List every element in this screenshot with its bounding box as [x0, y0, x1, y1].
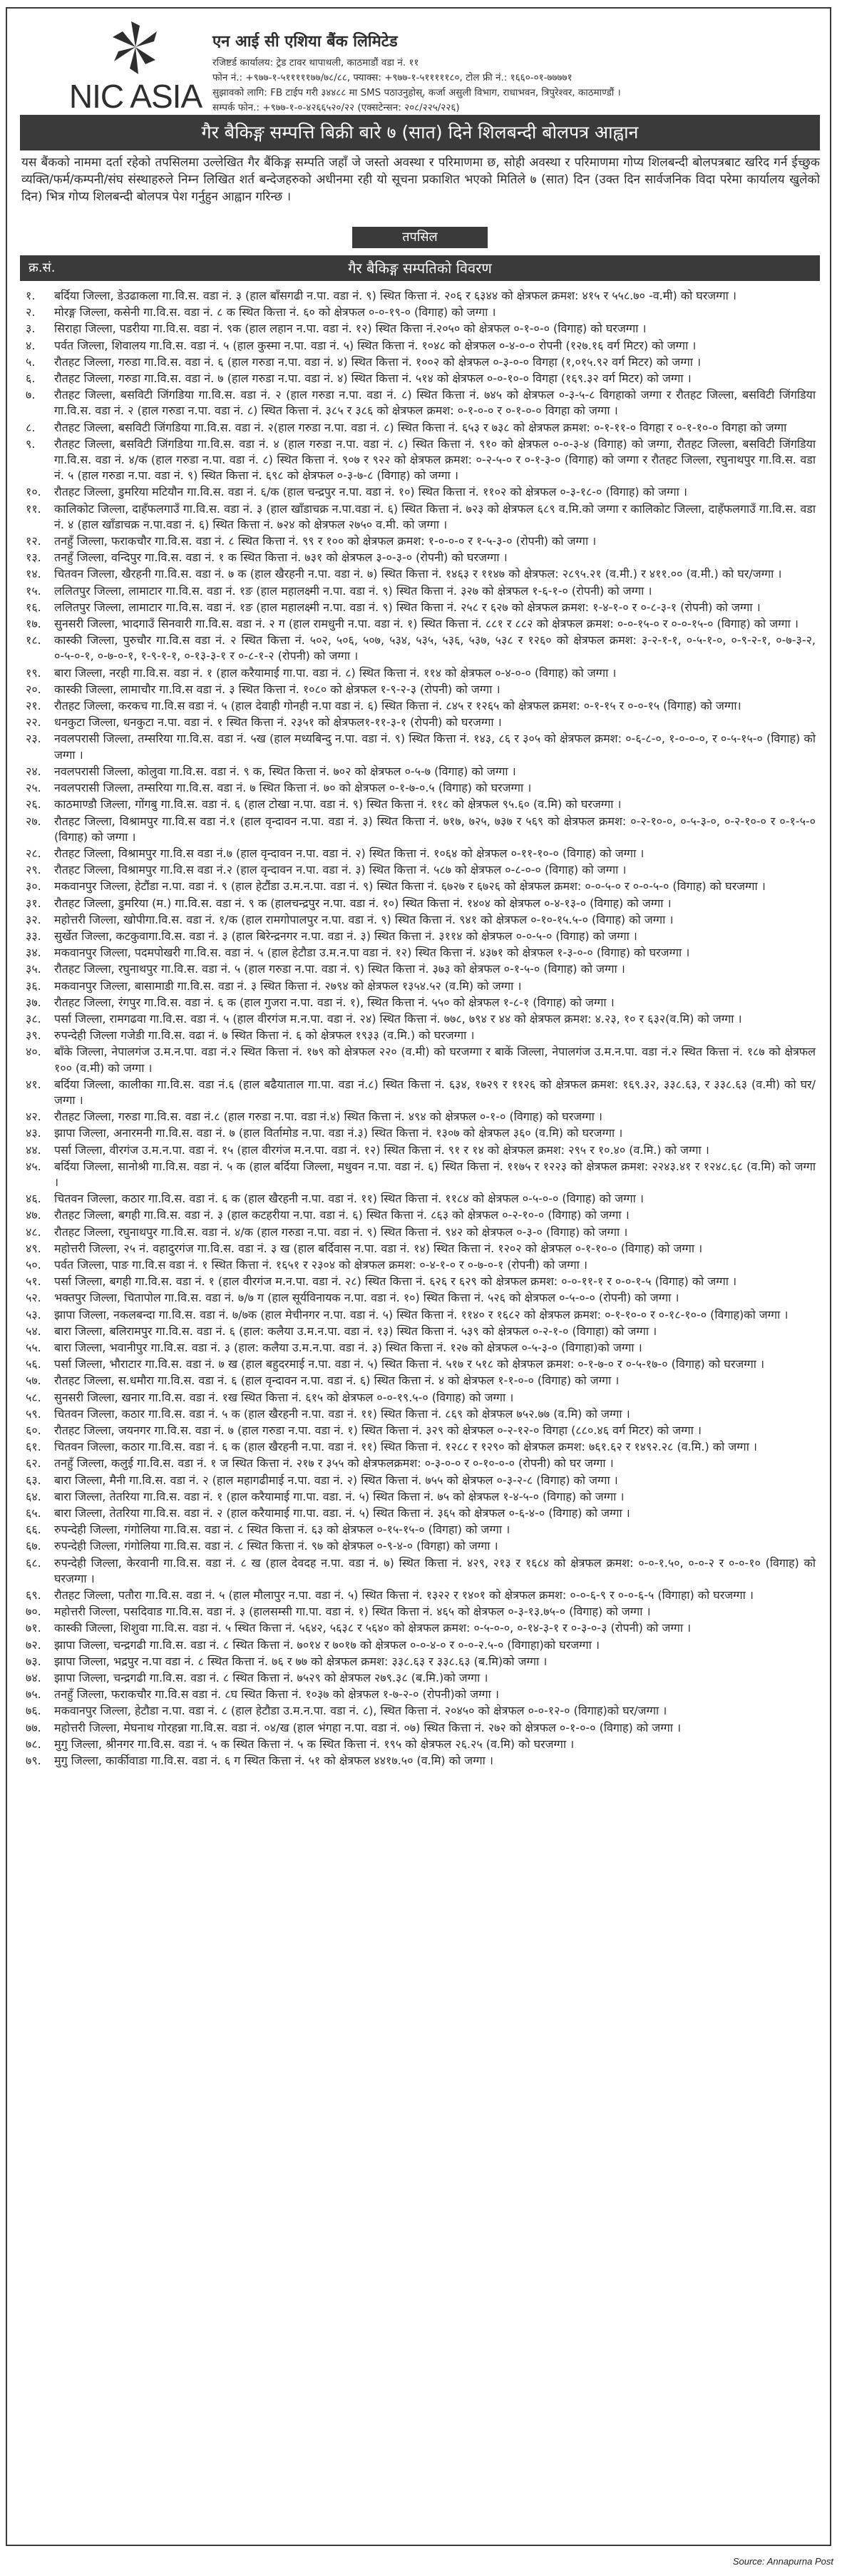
row-serial-number: ५७. [26, 1374, 41, 1388]
table-row [20, 616, 820, 632]
row-serial-number: ३७. [26, 995, 41, 1009]
row-serial-number: १३. [26, 551, 41, 565]
row-serial-number: ३४. [26, 946, 41, 960]
row-property-description: महोत्तरी जिल्ला, मेघनाथ गोरहन्ना गा.वि.स. वडा नं. ०४/ख (हाल भंगहा न.पा. वडा नं. ०७) स्थित कित्ता नं. २७२ को क्षेत्रफल ०-१-०-० (विगाह) को जग्गा । [54, 1720, 682, 1734]
row-serial-number: १७. [26, 617, 41, 631]
table-row [20, 583, 820, 599]
table-row [20, 1687, 820, 1702]
row-serial-number: ५४. [26, 1324, 41, 1338]
row-serial-number: ७५. [26, 1687, 41, 1702]
row-serial-number: २८. [26, 846, 41, 860]
row-serial-number: ५१. [26, 1274, 41, 1289]
row-serial-number: ५६. [26, 1357, 41, 1371]
row-serial-number: ५५. [26, 1341, 41, 1354]
row-property-description: रौतहट जिल्ला, विश्रामपुर गा.वि.स वडा नं.१ (हाल वृन्दावन न.पा. वडा नं. ३) स्थित कित्ता नं. ७१७, ७२५, ७३७ र ५६९ को क्षेत्रफल क्रमश: ०-२-१०-०, ०-५-३-०, ०-२-१०-० र ०-१-५-० (विगाह) को जग्गा । [54, 814, 816, 844]
table-row [20, 1011, 820, 1027]
suggestion-line: सुझावको लागि: FB टाईप गरी ३४४८८ मा SMS पठाउनुहोस्, कर्जा असुली विभाग, राधाभवन, त्रिपुरेश्वर, काठमाण्डौं । [212, 87, 621, 98]
row-property-description: मोरङ्ग जिल्ला, कसेनी गा.वि.स. वडा नं. ८ क स्थित कित्ता नं. ६० को क्षेत्रफल ०-०-१९-० (विगाह) को जग्गा । [54, 305, 496, 320]
row-property-description: तनहुँ जिल्ला, फराकचौर गा.वि.स. वडा नं. ८ स्थित कित्ता नं. ९९ र १०० को क्षेत्रफल क्रमश: १-०-०-० र १-५-३-० (रोपनी) को जग्गा । [54, 534, 597, 548]
row-serial-number: ३३. [26, 929, 41, 943]
row-property-description: रुपन्देही जिल्ला, गंगोलिया गा.वि.स. वडा नं. ८ स्थित कित्ता नं. ६३ को क्षेत्रफल ०-१५-१५-० (विगहा) को जग्गा । [54, 1523, 510, 1537]
row-property-description: ललितपुर जिल्ला, लामाटार गा.वि.स. वडा नं. १ङ (हाल महालक्ष्मी न.पा. वडा नं. ९) स्थित कित्ता नं. ३२७ को क्षेत्रफल १-६-१-० (रोपनी) को जग्गा । [54, 583, 652, 598]
table-row [20, 1604, 820, 1620]
row-property-description: मुगु जिल्ला, श्रीनगर गा.वि.स. वडा नं. ५ क स्थित कित्ता नं. ५ क स्थित कित्ता नं. १९५ को क्षेत्रफल २६.२५ (व.मि) को घरजग्गा । [54, 1737, 575, 1751]
table-row [20, 1143, 820, 1158]
notice-intro: यस बैंकको नाममा दर्ता रहेको तपसिलमा उल्लेखित गैर बैंकिङ्ग सम्पति जहाँ जे जस्तो अवस्था र परिमाणमा छ, सोही अवस्था र परिमाणमा गोप्य शिलबन्दी बोलपत्रबाट खरिद गर्न ईच्छुक व्यक्ति/फर्म/कम्पनी/संघ संस्थाहरुले निम्न लिखित शर्त बन्देजहरुको अधीनमा रही यो सूचना प्रकाशित भएको मितिले ७ (सात) दिन (उक्त दिन सार्वजनिक विदा परेमा कार्यालय खुलेको दिन) भित्र गोप्य शिलबन्दी बोलपत्र पेश गर्नुहुन आह्वान गरिन्छ । [21, 155, 820, 204]
table-row [20, 1670, 820, 1686]
row-property-description: रौतहट जिल्ला, रघुनाथपुर गा.वि.स. वडा नं. ५ (हाल गरुडा न.पा. वडा नं. ९) स्थित कित्ता नं. ३७३ को क्षेत्रफल ०-१-५-० (विगाह) को जग्गा । [54, 962, 625, 976]
row-serial-number: ४१. [26, 1077, 41, 1091]
row-serial-number: २६. [26, 797, 41, 812]
table-row [20, 1307, 820, 1323]
row-serial-number: ७१. [26, 1621, 41, 1635]
row-serial-number: ५८. [26, 1390, 41, 1404]
table-row [20, 945, 820, 961]
row-property-description: कास्की जिल्ला, पुरुचौर गा.वि.स वडा नं. २ स्थित कित्ता नं. ५०२, ५०६, ५०७, ५३४, ५३५, ५३६, ५३७, ५३८ र १२६० को क्षेत्रफल क्रमश: ३-२-१-१, ०-५-१-०, ०-९-२-१, ०-७-३-२, ०-५-०-१, ०-७-०-१, १-९-१-१, ०-१३-३-१ र ०-८-१-२ (रोपनी) को जग्गा । [54, 633, 816, 663]
table-row [20, 1109, 820, 1125]
property-list [20, 288, 820, 1769]
table-row [20, 665, 820, 681]
row-serial-number: ७४. [26, 1671, 41, 1685]
row-property-description: बर्दिया जिल्ला, डेउढाकला गा.वि.स. वडा नं. ३ (हाल बाँसगढी न.पा. वडा नं. ९) स्थित कित्ता नं. २०६ र ६३४४ को क्षेत्रफल क्रमश: ४१५ र ५५८.७० -व.मी) को घरजग्गा । [54, 289, 736, 302]
row-serial-number: २४. [26, 764, 41, 778]
row-serial-number: ६८. [26, 1555, 41, 1570]
table-row [20, 1637, 820, 1653]
table-row [20, 550, 820, 566]
table-row [20, 387, 820, 419]
row-property-description: रौतहट जिल्ला, बसविटी जिंगडिया गा.वि.स. वडा नं. ४ (हाल गरुडा न.पा. वडा नं. ८) स्थित कित्ता नं. ९१० को क्षेत्रफल ०-०-३-४ (विगाह) को जग्गा, रौतहट जिल्ला, बसविटी जिंगडिया गा.वि.स. वडा नं. ४/क (हाल गरुडा न.पा. वडा नं. ८) स्थित कित्ता नं. ९०७ र ९२२ को क्षेत्रफल क्रमश: ०-२-५-० र ०-१-३-० (विगाह) को जग्गा र रौतहट जिल्ला, रघुनाथपुर गा.वि.स. वडा नं. ५ (हाल गरुडा न.पा. वडा नं. ९) स्थित कित्ता नं. ६९८ को क्षेत्रफल ०-३-७-८ (विगाह) को जग्गा । [54, 436, 816, 483]
table-row [20, 1720, 820, 1736]
table-row [20, 682, 820, 697]
table-row [20, 633, 820, 664]
table-row [20, 961, 820, 977]
table-row [20, 862, 820, 878]
table-row [20, 436, 820, 484]
row-serial-number: ७३. [26, 1654, 41, 1668]
row-property-description: पर्वत जिल्ला, शिवालय गा.वि.स. वडा नं. ५ (हाल कुस्मा न.पा. वडा नं. ५) स्थित कित्ता नं. १०४८ को क्षेत्रफल ०-४-०-० रोपनी (१२७.१६ वर्ग मिटर) को जग्गा । [54, 338, 697, 352]
row-property-description: रुपन्देही जिल्ला, केरवानी गा.वि.स. वडा नं. ८ ख (हाल देवदह न.पा. वडा नं. ७) स्थित कित्ता नं. ४२९, २१३ र १६८४ को क्षेत्रफल क्रमश: ०-०-१.५०, ०-०-२ र ०-०-१० (विगाह) को घरजग्गा । [54, 1555, 816, 1585]
table-row [20, 501, 820, 533]
notice-frame [6, 7, 831, 2546]
row-serial-number: ७६. [26, 1704, 41, 1718]
row-property-description: पर्वत जिल्ला, पाङ गा.वि.स वडा नं. १ स्थित कित्ता नं. १६५१ र २३०४ को क्षेत्रफल क्रमश: ०-४-१-० र ०-७-०-१ (रोपनी) को जग्गा । [54, 1257, 587, 1272]
table-row [20, 846, 820, 862]
table-row [20, 731, 820, 762]
table-row [20, 1737, 820, 1752]
table-row [20, 338, 820, 354]
table-row [20, 1522, 820, 1538]
row-property-description: बाँके जिल्ला, नेपालगंज उ.म.न.पा. वडा नं.२ स्थित कित्ता नं. १७९ को क्षेत्रफल २२० (व.मी) को घरजग्गा र बाकें जिल्ला, नेपालगंज उ.म.न.पा. वडा नं.२ स्थित कित्ता नं. १८७ को क्षेत्रफल १०० (व.मी) को जग्गा । [54, 1045, 816, 1075]
row-property-description: बारा जिल्ला, तेतरिया गा.वि.स. वडा नं. १ (हाल करैयामाई गा.पा. वडा. नं. ५) स्थित कित्ता नं. ७५ को क्षेत्रफल १-४-५-० (विगाह) को जग्गा । [54, 1489, 625, 1503]
row-property-description: भक्तपुर जिल्ला, चितापोल गा.वि.स. वडा नं. ७/७ ग (हाल सूर्यविनायक न.पा. वडा नं. १०) स्थित कित्ता नं. ५२६ को क्षेत्रफल ०-५-०-० (रोपनी) को जग्गा । [54, 1291, 679, 1305]
row-serial-number: ४. [26, 338, 36, 352]
row-property-description: बर्दिया जिल्ला, कालीका गा.वि.स. वडा नं.६ (हाल बढैयाताल गा.पा. वडा नं.८) स्थित कित्ता नं. ६३४, १७२९ र ११२६ को क्षेत्रफल क्रमश: १६९.३२, ३३८.६३, र ३३८.६३ (व.मी) को घर/जग्गा । [54, 1077, 816, 1107]
row-property-description: रौतहट जिल्ला, करकच गा.वि.स वडा नं. ५ (हाल देवाही गोनही न.पा वडा नं. ६) स्थित कित्ता नं. ८४५ र १२६५ को क्षेत्रफल क्रमश: ०-१-१५ र ०-०-१५ (विगाह) को जग्गा। [54, 699, 741, 713]
table-row [20, 420, 820, 436]
row-serial-number: ४७. [26, 1208, 41, 1222]
row-serial-number: १८. [26, 633, 41, 648]
row-property-description: झापा जिल्ला, भद्रपुर न.पा वडा नं. ८ स्थित कित्ता नं. ७६ र ७७ को क्षेत्रफल क्रमश: ३३८.६३ र ३३८.६३ (ब.मि)को जग्गा । [54, 1654, 548, 1668]
table-row [20, 484, 820, 500]
table-row [20, 1356, 820, 1372]
row-serial-number: ४५. [26, 1159, 41, 1173]
row-serial-number: ६५. [26, 1506, 41, 1520]
table-row [20, 1191, 820, 1207]
row-serial-number: ६९. [26, 1588, 41, 1603]
table-header [20, 255, 820, 281]
row-property-description: धनकुटा जिल्ला, धनकुटा न.पा. वडा नं. १ स्थित कित्ता नं. २३५१ को क्षेत्रफल१-११-३-१ (रोपनी) को घरजग्गा । [54, 715, 502, 730]
row-property-description: बारा जिल्ला, नरही गा.वि.स. वडा नं. १ (हाल करैयामाई गा.पा. वडा नं. ८) स्थित कित्ता नं. ११४ को क्षेत्रफल ०-४-०-० (विगाह) को जग्गा । [54, 665, 617, 680]
logo-brand: NIC ASIA [68, 78, 202, 115]
table-row [20, 321, 820, 337]
row-serial-number: ६. [26, 372, 36, 386]
table-row [20, 1654, 820, 1670]
row-serial-number: ६०. [26, 1424, 41, 1438]
row-serial-number: १. [26, 289, 36, 302]
row-property-description: कास्की जिल्ला, शिशुवा गा.वि.स. वडा नं. ५ स्थित कित्ता नं. ५६४२, ५६३८ र ५६४० को क्षेत्रफल क्रमश: ०-५-०-०, ०-१४-३-१ र ०-३-०-३ (रोपनी) को जग्गा । [54, 1621, 692, 1635]
row-property-description: महोत्तरी जिल्ला, २५ नं. वहादुरगंज गा.वि.स. वडा नं. ३ ख (हाल बर्दिवास न.पा. वडा नं. १४) स्थित कित्ता नं. १२०२ को क्षेत्रफल ०-१-१०-० (विगाह) को जग्गा । [54, 1241, 703, 1255]
row-serial-number: १०. [26, 485, 41, 499]
row-property-description: रौतहट जिल्ला, स.धमौरा गा.वि.स. वडा नं. ६ (हाल वृन्दावन न.पा. वडा नं. ६) स्थित कित्ता नं. ४ को क्षेत्रफल १-१-०-० (विगाह) को जग्गा । [54, 1374, 620, 1388]
row-property-description: रौतहट जिल्ला, विश्रामपुर गा.वि.स वडा नं.२ (हाल वृन्दावन न.पा. वडा नं. ३) स्थित कित्ता नं. ५८७ को क्षेत्रफल ०-८-०-० (विगाह) को जग्गा । [54, 863, 627, 877]
row-serial-number: २. [26, 305, 36, 320]
table-row [20, 600, 820, 615]
row-property-description: रौतहट जिल्ला, गरुडा गा.वि.स. वडा नं.८ (हाल गरुडा न.पा. वडा नं.४) स्थित कित्ता नं. ४९४ को क्षेत्रफल ०-१-० (विगाह) को घरजग्गा । [54, 1110, 602, 1124]
column-header-description: गैर बैकिङ्ग सम्पतिको विवरण [348, 260, 492, 277]
table-row [20, 995, 820, 1011]
bank-info [212, 30, 811, 116]
table-row [20, 288, 820, 304]
row-property-description: महोत्तरी जिल्ला, पसदिवाड गा.वि.स. वडा नं. ३ (हालसम्सी गा.पा. वडा नं. १) स्थित कित्ता नं. ४६५ को क्षेत्रफल ०-३-१३.७५-० (विगाह) को जग्गा । [54, 1605, 651, 1619]
table-row [20, 1241, 820, 1257]
row-serial-number: २२. [26, 715, 41, 730]
row-property-description: चितवन जिल्ला, कठार गा.वि.स. वडा नं. ५ क (हाल खैरहनी न.पा. वडा नं. ११) स्थित कित्ता नं. ८६९ को क्षेत्रफल ७५२.७७ (व.मि) को जग्गा । [54, 1406, 630, 1421]
row-serial-number: ६१. [26, 1440, 41, 1454]
table-row [20, 978, 820, 994]
row-property-description: ललितपुर जिल्ला, लामाटार गा.वि.स. वडा नं. १ङ (हाल महालक्ष्मी न.पा. वडा नं. ९) स्थित कित्ता नं. २५८ र ६२७ को क्षेत्रफल क्रमश: १-४-१-० र ०-८-३-१ (रोपनी) को जग्गा । [54, 600, 761, 614]
row-property-description: नवलपरासी जिल्ला, तम्सरिया गा.वि.स. वडा नं. ७ स्थित कित्ता नं. ७० को क्षेत्रफल ०-१-७-०.५ (विगाह) को घरजग्गा । [54, 781, 532, 795]
table-row [20, 814, 820, 845]
row-serial-number: ७२. [26, 1637, 41, 1652]
table-row [20, 1390, 820, 1406]
row-property-description: सुर्खेत जिल्ला, कटकुवागा.वि.स. वडा नं. ३ (हाल बिरेन्द्रनगर न.पा. वडा नं. ३) स्थित कित्ता नं. ३११४ को क्षेत्रफल ०-०-५-० (विगाह) को जग्गा । [54, 929, 637, 943]
row-property-description: तनहुँ जिल्ला, वन्दिपुर गा.वि.स. वडा नं. १ क स्थित कित्ता नं. ७३१ को क्षेत्रफल ३-०-३-० (रोपनी) को घरजग्गा । [54, 551, 508, 565]
row-serial-number: २७. [26, 814, 41, 828]
row-property-description: चितवन जिल्ला, खैरहनी गा.वि.स. वडा नं. ७ क (हाल खैरहनी न.पा. वडा नं. ७) स्थित कित्ता नं. १४६३ र ११४७ को क्षेत्रफल: २८९५.२१ (व.मी.) र ४११.०० (व.मी.) को घर/जग्गा । [54, 567, 782, 581]
table-row [20, 715, 820, 730]
table-row [20, 912, 820, 928]
row-serial-number: ३१. [26, 896, 41, 910]
source-credit: Source: Annapurna Post [732, 2556, 833, 2567]
row-serial-number: २९. [26, 863, 41, 877]
row-serial-number: ९. [26, 436, 36, 451]
row-serial-number: ३६. [26, 978, 41, 993]
row-serial-number: १५. [26, 583, 41, 598]
table-row [20, 1506, 820, 1521]
row-property-description: कास्की जिल्ला, लामाचौर गा.वि.स वडा नं. ३ स्थित कित्ता नं. १०८० को क्षेत्रफल १-९-२-३ (रोपनी) को जग्गा । [54, 682, 500, 696]
row-property-description: तनहुँ जिल्ला, कलुई गा.वि.स. वडा नं. १ ज स्थित कित्ता नं. २१७ र ३५५ को क्षेत्रफलक्रमश: ०-३-०-० र ०-१०-०-० (रोपनी) को घर जग्गा । [54, 1456, 614, 1471]
row-property-description: रौतहट जिल्ला, रघुनाथपुर गा.वि.स. वडा नं. ४/क (हाल गरुडा न.पा. वडा नं. ९) स्थित कित्ता नं. ९४२ को क्षेत्रफल ०-३-० (विगाह) को जग्गा । [54, 1225, 628, 1239]
bank-name: एन आई सी एशिया बैंक लिमिटेड [212, 33, 398, 51]
row-serial-number: ४६. [26, 1192, 41, 1206]
table-row [20, 1703, 820, 1719]
table-row [20, 1257, 820, 1273]
row-serial-number: ४२. [26, 1110, 41, 1124]
row-property-description: नवलपरासी जिल्ला, तम्सरिया गा.वि.स. वडा नं. ५ख (हाल मध्यबिन्दु न.पा. वडा नं. ९) स्थित कित्ता नं. १४३, ८६ र ३०५ को क्षेत्रफल क्रमश: ०-६-८-०, १-०-०-०, र ०-५-१५-० (विगाह) को जग्गा । [54, 732, 816, 762]
row-property-description: रुपन्देही जिल्ला, गंगोलिया गा.वि.स. वडा नं. ८ स्थित कित्ता नं. ९७ को क्षेत्रफल ०-९-४-० (विगहा) को जग्गा । [54, 1539, 498, 1553]
row-serial-number: ३९. [26, 1028, 41, 1043]
row-property-description: रौतहट जिल्ला, डुमरिया मटियौन गा.वि.स. वडा नं. ६/क (हाल चन्द्रपुर न.पा. वडा नं. १०) स्थित कित्ता नं. ११०२ को क्षेत्रफल ०-३-१८-० (विगाह) को जग्गा । [54, 485, 687, 499]
nic-asia-star-icon [107, 19, 164, 76]
row-property-description: महोत्तरी जिल्ला, खोपीगा.वि.स. वडा नं. १/क (हाल रामगोपालपुर न.पा. वडा नं. ९) स्थित कित्ता नं. ९४१ को क्षेत्रफल ०-१०-१५.५-० (विगाह) को जग्गा । [54, 912, 674, 926]
table-row [20, 896, 820, 911]
table-row [20, 1439, 820, 1455]
column-header-serial: क्र.सं. [29, 260, 56, 275]
row-property-description: मकवानपुर जिल्ला, हेटौडा न.पा. वडा नं. ८ (हाल हेटौडा उ.म.न.पा. वडा नं. ८), स्थित कित्ता नं. २०४५० को क्षेत्रफल ०-०-१२-० (विगाह)को घर/जग्गा । [54, 1704, 667, 1718]
table-row [20, 764, 820, 780]
row-serial-number: ४९. [26, 1241, 41, 1255]
row-property-description: रौतहट जिल्ला, पतौरा गा.वि.स. वडा नं. ५ (हाल मौलापुर न.पा. वडा नं. ५) स्थित कित्ता नं. १३२२ र १४०१ को क्षेत्रफल क्रमश: ०-०-६-९ र ०-०-६-५ (विगाहा) को घरजग्गा । [54, 1588, 754, 1603]
row-property-description: झापा जिल्ला, चन्द्रगढी गा.वि.स. वडा नं. ८ स्थित कित्ता नं. ७५२९ को क्षेत्रफल २७९.३८ (ब.मि.)को जग्गा । [54, 1671, 488, 1685]
table-row [20, 1620, 820, 1636]
table-row [20, 1159, 820, 1190]
row-property-description: बारा जिल्ला, भवानीपुर गा.वि.स. वडा नं. ३ (हाल: कलैया उ.म.न.पा. वडा नं. ३) स्थित कित्ता नं. १२७ को क्षेत्रफल ०-५-३-० (विगाहा)को जग्गा । [54, 1341, 642, 1354]
row-property-description: मकवानपुर जिल्ला, पदमपोखरी गा.वि.स. वडा नं. ५ (हाल हेटौडा उ.म.न.पा वडा नं. १२) स्थित कित्ता नं. ४३७१ को क्षेत्रफल १-३-०-० (विगाह) को घरजग्गा । [54, 946, 690, 960]
row-serial-number: ५०. [26, 1257, 41, 1272]
row-serial-number: १२. [26, 534, 41, 548]
row-property-description: मकवानपुर जिल्ला, बासामाडी गा.वि.स. वडा नं. ३ स्थित कित्ता नं. २७९४ को क्षेत्रफल १३५४.५२ (व.मि) को जग्गा । [54, 978, 522, 993]
table-row [20, 1125, 820, 1141]
table-row [20, 1225, 820, 1240]
row-serial-number: ४३. [26, 1126, 41, 1140]
row-serial-number: ५९. [26, 1406, 41, 1421]
table-row [20, 1406, 820, 1422]
row-serial-number: ५. [26, 354, 36, 369]
row-property-description: रुपन्देही जिल्ला गजेडी गा.वि.स. वढा नं. ७ स्थित कित्ता नं. ६ को क्षेत्रफल १९३३ (व.मि.) को घरजग्गा । [54, 1028, 475, 1043]
table-row [20, 879, 820, 894]
row-serial-number: ४४. [26, 1143, 41, 1157]
row-property-description: पर्सा जिल्ला, भौराटार गा.वि.स. वडा नं. ७ ख (हाल बहुदरमाई न.पा. वडा नं. ५) स्थित कित्ता नं. ५१७ र ५१८ को क्षेत्रफल क्रमश: ०-१-७-० र ०-५-१७-० (विगाह) को घरजग्गा । [54, 1357, 765, 1371]
row-serial-number: ३५. [26, 962, 41, 976]
row-serial-number: ३. [26, 322, 36, 336]
row-serial-number: ४८. [26, 1225, 41, 1239]
row-property-description: कालिकोट जिल्ला, दाहँफलगाउँ गा.वि.स. वडा नं. ३ (हाल खाँडाचक्र न.पा.वडा नं. ६) स्थित कित्ता नं. ७२३ को क्षेत्रफल ६८९ व.मि.को जग्गा र कालिकोट जिल्ला, दाहँफलगाउँ गा.वि.स. वडा नं. ४ (हाल खाँडाचक्र न.पा.वडा नं. ६) स्थित कित्ता नं. ७२४ को क्षेत्रफल २७५० व.मी. को जग्गा । [54, 501, 816, 531]
row-serial-number: ११. [26, 501, 41, 516]
row-serial-number: २०. [26, 682, 41, 696]
row-property-description: सिराहा जिल्ला, पडरीया गा.वि.स. वडा नं. ९क (हाल लहान न.पा. वडा नं. १२) स्थित कित्ता नं.२०५० को क्षेत्रफल ०-१-०-० (विगाह) को घरजग्गा । [54, 322, 647, 336]
phone-fax-line: फोन नं.: +९७७-१-५१११११७७/७८/८८, फ्याक्स: +९७७-१-५१११११८०, टोल फ्री नं.: १६६०-०१-७७७७१ [212, 72, 573, 83]
row-serial-number: ७७. [26, 1720, 41, 1734]
table-row [20, 1274, 820, 1289]
table-row [20, 1538, 820, 1554]
row-serial-number: ३८. [26, 1011, 41, 1026]
row-property-description: रौतहट जिल्ला, जयनगर गा.वि.स. वडा नं. ७ (हाल गरुडा न.पा. वडा नं. १) स्थित कित्ता नं. ३२९ को क्षेत्रफल ०-२-१२-० विगहा (८८०.४६ वर्ग मिटर) को जग्गा । [54, 1424, 702, 1438]
row-property-description: सुनसरी जिल्ला, भादगाउँ सिनवारी गा.वि.स. वडा नं. २ ग (हाल रामधुनी न.पा. वडा नं. १) स्थित कित्ता नं. ८८१ र ८८२ को क्षेत्रफल क्रमश: ०-०-१५-० र ०-०-१५-० (विगाह) को जग्गा । [54, 617, 799, 631]
row-serial-number: ४०. [26, 1045, 41, 1059]
table-row [20, 1588, 820, 1603]
table-row [20, 354, 820, 370]
table-row [20, 533, 820, 549]
table-row [20, 1753, 820, 1769]
row-property-description: रौतहट जिल्ला, गरुडा गा.वि.स. वडा नं. ६ (हाल गरुडा न.पा. वडा नं. ४) स्थित कित्ता नं. १००२ को क्षेत्रफल ०-३-०-० विगहा (१,०१५.९२ वर्ग मिटर) को जग्गा । [54, 354, 702, 369]
row-property-description: झापा जिल्ला, अनारमनी गा.वि.स. वडा नं. ७ (हाल विर्तामोड न.पा. वडा नं.३) स्थित कित्ता नं. १३०७ को क्षेत्रफल ३६० (व.मि) को घरजग्गा । [54, 1126, 623, 1140]
row-serial-number: ६४. [26, 1489, 41, 1503]
row-property-description: झापा जिल्ला, चन्द्रगढी गा.वि.स. वडा नं. ८ स्थित कित्ता नं. ७०१४ र ७०१७ को क्षेत्रफल ०-०-४-० र ०-०-२.५-० (विगाहा)को घरजग्गा । [54, 1637, 600, 1652]
row-serial-number: ८. [26, 420, 36, 434]
bank-logo [57, 19, 214, 129]
row-property-description: काठमाण्डौ जिल्ला, गोंगबु गा.वि.स. वडा नं. ६ (हाल टोखा न.पा. वडा नं. ९) स्थित कित्ता नं. ११८ को क्षेत्रफल ९५.६० (व.मि) को घरजग्गा । [54, 797, 622, 812]
table-row [20, 1077, 820, 1108]
table-row [20, 1489, 820, 1505]
table-row [20, 371, 820, 387]
row-property-description: चितवन जिल्ला, कठार गा.वि.स. वडा नं. ६ क (हाल खैरहनी न.पा. वडा नं. ११) स्थित कित्ता नं. ११८४ को क्षेत्रफल ०-५-०-० (विगाह) को जग्गा । [54, 1192, 644, 1206]
row-property-description: रौतहट जिल्ला, बसविटी जिंगडिया गा.वि.स. वडा नं. २ (हाल गरुडा न.पा. वडा नं. ८) स्थित कित्ता नं. ७४५ को क्षेत्रफल ०-३-५-८ विगहाको जग्गा र रौतहट जिल्ला, बसविटी जिंगडिया गा.वि.स. वडा नं. २ (हाल गरुडा न.पा. वडा नं. ८) स्थित कित्ता नं. ३८५ र ३८६ को क्षेत्रफल क्रमश: ०-१-०-० र ०-१-०-० विगहा को जग्गा । [54, 388, 816, 418]
row-property-description: मुगु जिल्ला, कार्कीवाडा गा.वि.स. वडा नं. ६ ग स्थित कित्ता नं. ५१ को क्षेत्रफल ४४१७.५० (व.मि) को जग्गा । [54, 1754, 493, 1768]
row-serial-number: ६२. [26, 1456, 41, 1471]
table-row [20, 780, 820, 796]
row-property-description: तनहुँ जिल्ला, फराकचौर गा.वि.स वडा नं. ८घ स्थित कित्ता नं. १०३७ को क्षेत्रफल १-७-२-० (रोपनी)को जग्गा । [54, 1687, 499, 1702]
table-row [20, 1324, 820, 1339]
row-serial-number: ७८. [26, 1737, 41, 1751]
row-property-description: बारा जिल्ला, मैनी गा.वि.स. वडा नं. २ (हाल महागढीमाई न.पा. वडा नं. २) स्थित कित्ता नं. ७५५ को क्षेत्रफल ०-३-२-८ (विगाह) को जग्गा । [54, 1473, 618, 1487]
row-property-description: नवलपरासी जिल्ला, कोलुवा गा.वि.स. वडा नं. ९ क, स्थित कित्ता नं. ७०२ को क्षेत्रफल ०-५-७ (विगाह) को जग्गा । [54, 764, 516, 778]
row-serial-number: ५३. [26, 1307, 41, 1322]
registered-office: रजिष्टर्ड कार्यालय: ट्रेड टावर थापाथली, काठमाडौं वडा नं. ११ [212, 57, 419, 68]
row-property-description: पर्सा जिल्ला, रामगढवा गा.वि.स. वडा नं. ५ (हाल वीरगंज म.न.पा. वडा नं. २४) स्थित कित्ता नं. ७७८, ७९४ र ४४ को क्षेत्रफल क्रमश: ४.२३, १० र ६३२(व.मि) को जग्गा । [54, 1011, 742, 1026]
row-property-description: मकवानपुर जिल्ला, हेटौंडा न.पा. वडा नं. ९ (हाल हेटौंडा उ.म.न.पा. वडा नं. ९) स्थित कित्ता नं. ६७२७ र ६७२६ को क्षेत्रफल क्रमश: ०-०-५-० र ०-०-५-० (विगाह) को घरजग्गा । [54, 879, 766, 894]
table-row [20, 1290, 820, 1306]
table-row [20, 1473, 820, 1488]
contact-line: सम्पर्क फोन.: +९७७-१-०-४२६६५२०/२२ (एक्सटेन्सन: २०८/२२५/२२६) [212, 102, 460, 113]
table-row [20, 797, 820, 812]
row-serial-number: १४. [26, 567, 41, 581]
row-property-description: बारा जिल्ला, तेतरिया गा.वि.स. वडा नं. २ (हाल करैयामाई गा.पा. वडा. नं. ५) स्थित कित्ता नं. ३६५ को क्षेत्रफल ०-६-४-० (विगाह) को जग्गा । [54, 1506, 630, 1520]
notice-title: गैर बैकिङ्ग सम्पत्ति बिक्री बारे ७ (सात) दिने शिलबन्दी बोलपत्र आह्वान [20, 115, 820, 150]
row-serial-number: २३. [26, 732, 41, 746]
row-serial-number: ३०. [26, 879, 41, 894]
row-serial-number: ७९. [26, 1754, 41, 1768]
row-property-description: बारा जिल्ला, बलिरामपुर गा.वि.स. वडा नं. ६ (हाल: कलैया उ.म.न.पा. वडा नं. १३) स्थित कित्ता नं. ५३९ को क्षेत्रफल ०-२-१-० (विगाहा) को जग्गा । [54, 1324, 657, 1338]
row-serial-number: १९. [26, 665, 41, 680]
table-row [20, 1423, 820, 1438]
table-row [20, 1373, 820, 1389]
row-property-description: सुनसरी जिल्ला, खनार गा.वि.स. वडा नं. १ख स्थित कित्ता नं. ६१५ को क्षेत्रफल ०-०-१९.५-० (विगाह) को जग्गा । [54, 1390, 514, 1404]
row-property-description: रौतहट जिल्ला, गरुडा गा.वि.स. वडा नं. ७ (हाल गरुडा न.पा. वडा नं. ४) स्थित कित्ता नं. ५१४ को क्षेत्रफल ०-०-१०-० विगहा (१६९.३२ वर्ग मिटर) को जग्गा । [54, 372, 692, 386]
row-serial-number: ६३. [26, 1473, 41, 1487]
schedule-label: तपसिल [352, 227, 488, 248]
row-property-description: बर्दिया जिल्ला, सानोश्री गा.वि.स. वडा नं. ५ क (हाल बर्दिया जिल्ला, मधुवन न.पा. वडा नं. ६) स्थित कित्ता नं. ११७५ र १२२३ को क्षेत्रफल क्रमश: २२४३.४१ र १२४८.६८ (व.मि) को जग्गा । [54, 1159, 816, 1189]
row-property-description: झापा जिल्ला, नकलबन्दा गा.वि.स. वडा नं. ७/७क (हाल मेचीनगर न.पा. वडा नं. ५) स्थित कित्ता नं. ११४० र १६८२ को क्षेत्रफल क्रमश: ०-१-१०-० र ०-१८-१०-० (विगाह)को जग्गा । [54, 1307, 789, 1322]
table-row [20, 1555, 820, 1587]
table-row [20, 566, 820, 582]
table-row [20, 1207, 820, 1223]
row-property-description: रौतहट जिल्ला, बगही गा.वि.स. वडा नं. ३ (हाल कटहरीया न.पा. वडा नं. ६) स्थित कित्ता नं. ८६३ को क्षेत्रफल ०-२-१०-० (विगाह) को जग्गा । [54, 1208, 630, 1222]
table-row [20, 698, 820, 714]
row-serial-number: ३२. [26, 912, 41, 926]
row-serial-number: १६. [26, 600, 41, 614]
table-row [20, 1340, 820, 1356]
table-row [20, 929, 820, 944]
table-row [20, 1028, 820, 1043]
row-property-description: रौतहट जिल्ला, डुमरिया (म.) गा.वि.स. वडा नं. ९ क (हालचन्द्रपुर न.पा. वडा नं. १०) स्थित कित्ता नं. १४०४ को क्षेत्रफल ०-४-१३-० (विगाह) को जग्गा । [54, 896, 672, 910]
table-row [20, 305, 820, 320]
row-serial-number: २५. [26, 781, 41, 795]
row-serial-number: ६६. [26, 1523, 41, 1537]
row-property-description: चितवन जिल्ला, कठार गा.वि.स. वडा नं. ६ क (हाल खैरहनी न.पा. वडा नं. ११) स्थित कित्ता नं. १२८८ र १२९० को क्षेत्रफल क्रमश: ७६१.६२ र १४९२.२८ (व.मि.) को जग्गा । [54, 1440, 757, 1454]
row-serial-number: ६७. [26, 1539, 41, 1553]
row-serial-number: ७०. [26, 1605, 41, 1619]
row-property-description: रौतहट जिल्ला, रंगपुर गा.वि.स. वडा नं. ६ क (हाल गुजरा न.पा. वडा नं. १), स्थित कित्ता नं. ५५० को क्षेत्रफल १-८-१ (विगाह) को जग्गा । [54, 995, 615, 1009]
row-serial-number: ५२. [26, 1291, 41, 1305]
row-property-description: रौतहट जिल्ला, विश्रामपुर गा.वि.स वडा नं.७ (हाल वृन्दावन न.पा. वडा नं. २) स्थित कित्ता नं. १०६४ को क्षेत्रफल ०-११-१०-० (विगाह) को जग्गा । [54, 846, 645, 860]
row-serial-number: ७. [26, 388, 36, 402]
row-property-description: रौतहट जिल्ला, बसविटी जिंगडिया गा.वि.स. वडा नं. २(हाल गरुडा न.पा. वडा नं. ८) स्थित कित्ता नं. ६५३ र ७३८ को क्षेत्रफल क्रमश: ०-१-११-० विगहा र ०-१-१०-० विगहा को जग्गा [54, 420, 787, 434]
row-serial-number: २१. [26, 699, 41, 713]
table-row [20, 1044, 820, 1075]
row-property-description: पर्सा जिल्ला, बगही गा.वि.स. वडा नं. १ (हाल वीरगंज म.न.पा. वडा नं. २८) स्थित कित्ता नं. ६२६ र ६२९ को क्षेत्रफल क्रमश: ०-०-११-१ र ०-०-१-५ (विगाह) को जग्गा । [54, 1274, 737, 1289]
row-property-description: पर्सा जिल्ला, वीरगंज उ.म.न.पा. वडा नं. १५ (हाल वीरगंज म.न.पा. वडा नं. १२) स्थित कित्ता नं. ९१ र १४ को क्षेत्रफल क्रमश: २९५ र १०.४० (व.मि.) को जग्गा । [54, 1143, 709, 1157]
notice-header [7, 9, 830, 123]
table-row [20, 1456, 820, 1471]
